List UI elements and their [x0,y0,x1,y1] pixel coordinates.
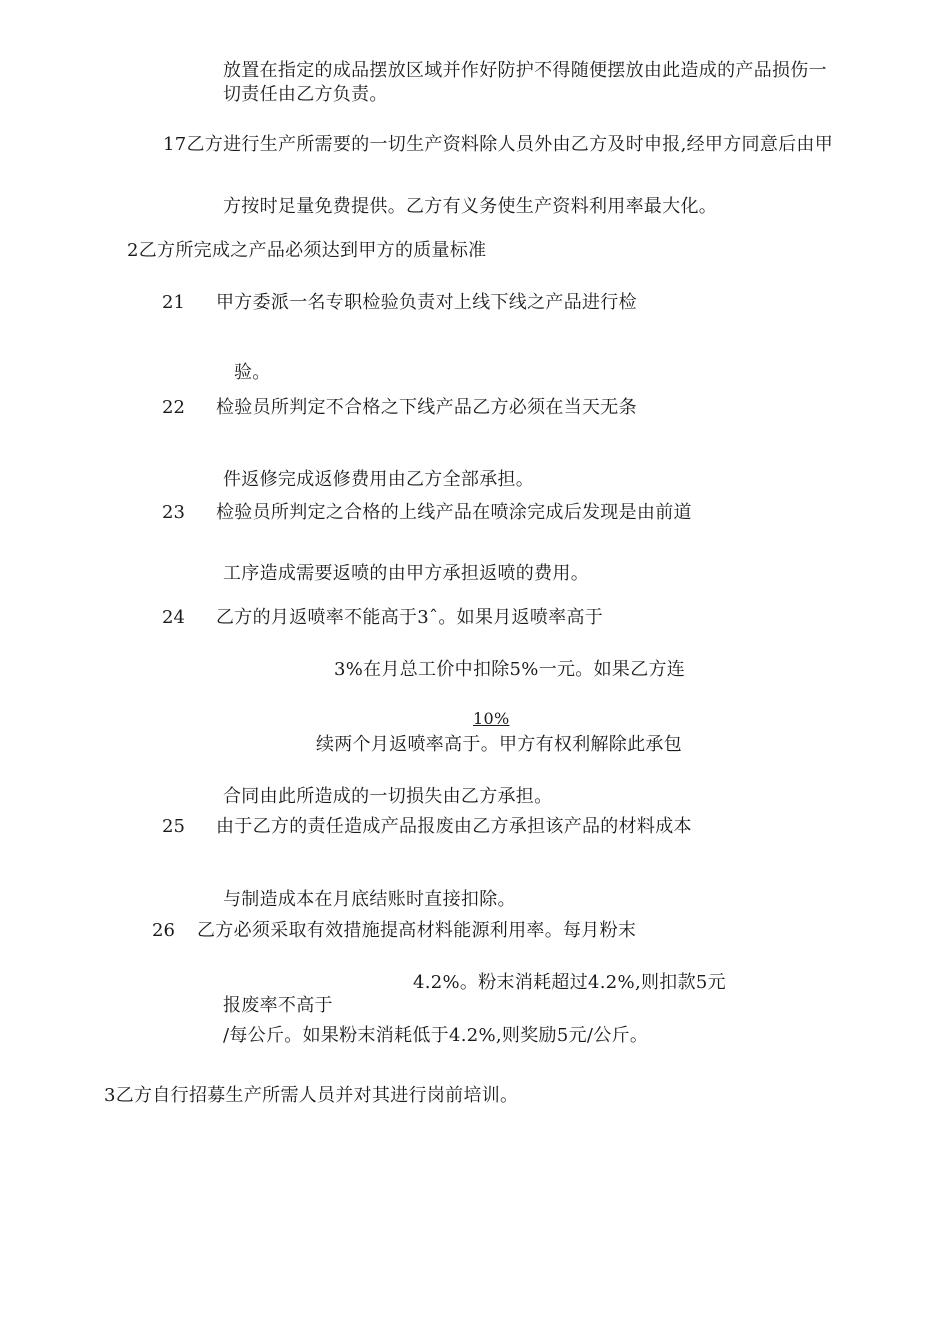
clause-25-line-1: 由于乙方的责任造成产品报废由乙方承担该产品的材料成本 [216,816,692,837]
paragraph-line: 放置在指定的成品摆放区域并作好防护不得随便摆放由此造成的产品损伤一 [223,60,827,81]
clause-25-line-2: 与制造成本在月底结账时直接扣除。 [223,889,516,910]
clause-23-number: 23 [162,502,185,523]
clause-21-number: 21 [162,292,185,313]
clause-21-line-1: 甲方委派一名专职检验负责对上线下线之产品进行检 [216,292,637,313]
clause-24-line-2: 3%在月总工价中扣除5%一元。如果乙方连 [334,659,686,680]
clause-24-underlined-value: 10% [473,709,510,728]
clause-26-line-1: 乙方必须采取有效措施提高材料能源利用率。每月粉末 [197,920,637,941]
clause-26-line-3: 报废率不高于 [223,995,333,1016]
clause-26-line-2: 4.2%。粉末消耗超过4.2%,则扣款5元 [413,972,726,993]
clause-17-line-2: 方按时足量免费提供。乙方有义务使生产资料利用率最大化。 [223,196,718,217]
section-2-heading: 2乙方所完成之产品必须达到甲方的质量标准 [127,240,487,261]
clause-22-line-2: 件返修完成返修费用由乙方全部承担。 [223,469,535,490]
section-3-heading: 3乙方自行招募生产所需人员并对其进行岗前培训。 [104,1085,519,1106]
clause-23-line-1: 检验员所判定之合格的上线产品在喷涂完成后发现是由前道 [216,502,692,523]
clause-24-line-4: 合同由此所造成的一切损失由乙方承担。 [223,786,553,807]
clause-22-number: 22 [162,397,185,418]
paragraph-line: 切责任由乙方负责。 [223,84,388,105]
clause-26-line-4: /每公斤。如果粉末消耗低于4.2%,则奖励5元/公斤。 [223,1025,649,1046]
clause-24-line-1: 乙方的月返喷率不能高于3ˆ。如果月返喷率高于 [216,607,604,628]
clause-22-line-1: 检验员所判定不合格之下线产品乙方必须在当天无条 [216,397,637,418]
clause-25-number: 25 [162,816,185,837]
clause-26-number: 26 [152,920,175,941]
clause-24-number: 24 [162,607,185,628]
clause-23-line-2: 工序造成需要返喷的由甲方承担返喷的费用。 [223,563,589,584]
clause-24-line-3: 续两个月返喷率高于。甲方有权利解除此承包 [316,734,682,755]
clause-17-line-1: 17乙方进行生产所需要的一切生产资料除人员外由乙方及时申报,经甲方同意后由甲 [163,134,834,155]
clause-21-line-2: 验。 [234,362,271,383]
